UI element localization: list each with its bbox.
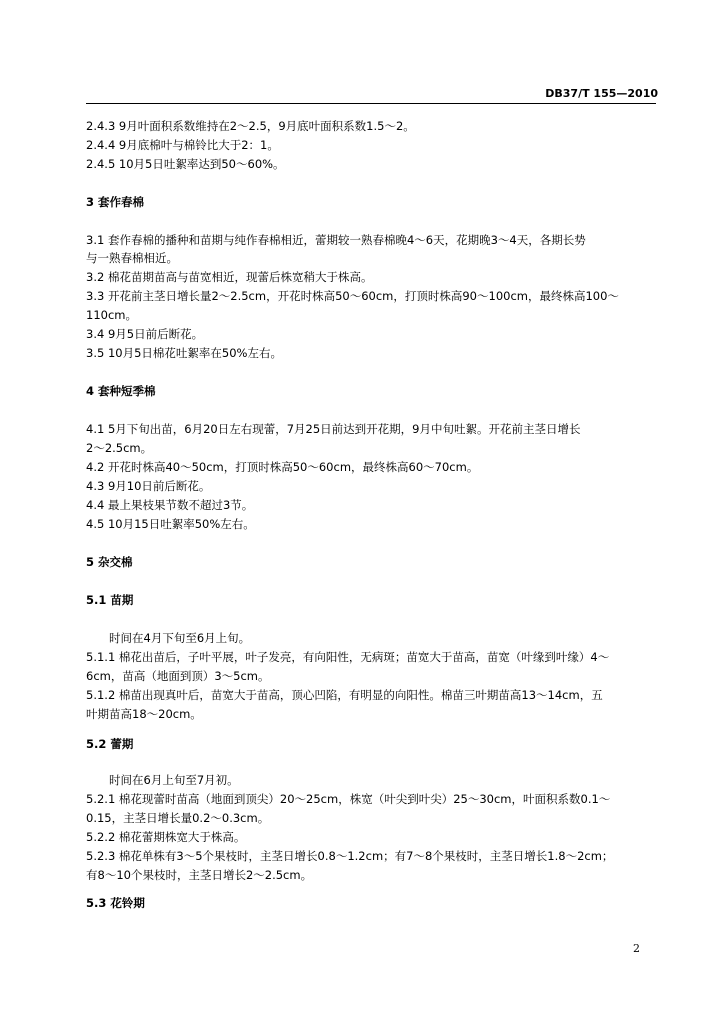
clause-3-3: 3.3 开花前主茎日增长量2～2.5cm，开花时株高50～60cm，打顶时株高90～100cm，最终株高100～ — [86, 289, 619, 303]
clause-3-3-cont: 110cm。 — [86, 308, 137, 322]
section-3-heading: 3 套作春棉 — [86, 195, 145, 209]
clause-2-4-4: 2.4.4 9月底棉叶与棉铃比大于2：1。 — [86, 138, 279, 152]
clause-5-1-2: 5.1.2 棉苗出现真叶后，苗宽大于苗高，顶心凹陷，有明显的向阳性。棉苗三叶期苗高13～14cm，五 — [86, 688, 603, 702]
clause-5-2-3-cont: 有8～10个果枝时，主茎日增长2～2.5cm。 — [86, 868, 313, 882]
section-5-2-heading: 5.2 蕾期 — [86, 737, 134, 751]
section-5-3-heading: 5.3 花铃期 — [86, 896, 145, 910]
clause-2-4-3: 2.4.3 9月叶面积系数维持在2～2.5，9月底叶面积系数1.5～2。 — [86, 119, 415, 133]
clause-4-3: 4.3 9月10日前后断花。 — [86, 479, 211, 493]
clause-4-1-cont: 2～2.5cm。 — [86, 441, 153, 455]
header-rule — [86, 103, 656, 104]
section-4-heading: 4 套种短季棉 — [86, 384, 156, 398]
document-header-id: DB37/T 155—2010 — [545, 87, 658, 100]
clause-3-2: 3.2 棉花苗期苗高与苗宽相近，现蕾后株宽稍大于株高。 — [86, 270, 373, 284]
clause-5-2-2: 5.2.2 棉花蕾期株宽大于株高。 — [86, 830, 246, 844]
clause-5-2-1: 5.2.1 棉花现蕾时苗高（地面到顶尖）20～25cm，株宽（叶尖到叶尖）25～30cm，叶面积系数0.1～ — [86, 792, 611, 806]
clause-3-1-cont: 与一熟春棉相近。 — [86, 251, 178, 265]
page-number: 2 — [633, 942, 640, 955]
clause-4-4: 4.4 最上果枝果节数不超过3节。 — [86, 498, 254, 512]
clause-4-5: 4.5 10月15日吐絮率50%左右。 — [86, 517, 255, 531]
clause-4-1: 4.1 5月下旬出苗，6月20日左右现蕾，7月25日前达到开花期，9月中旬吐絮。开花前主茎日增长 — [86, 422, 581, 436]
clause-5-1-2-cont: 叶期苗高18～20cm。 — [86, 707, 202, 721]
clause-5-1-1: 5.1.1 棉花出苗后，子叶平展，叶子发亮，有向阳性，无病斑；苗宽大于苗高，苗宽（叶缘到叶缘）4～ — [86, 650, 610, 664]
paragraph-5-2-time: 时间在6月上旬至7月初。 — [109, 773, 239, 787]
section-5-heading: 5 杂交棉 — [86, 555, 133, 569]
clause-5-2-3: 5.2.3 棉花单株有3～5个果枝时，主茎日增长0.8～1.2cm；有7～8个果枝时，主茎日增长1.8～2cm； — [86, 849, 614, 863]
clause-5-2-1-cont: 0.15，主茎日增长量0.2～0.3cm。 — [86, 811, 270, 825]
paragraph-5-1-time: 时间在4月下旬至6月上旬。 — [109, 631, 251, 645]
clause-3-5: 3.5 10月5日棉花吐絮率在50%左右。 — [86, 346, 282, 360]
clause-2-4-5: 2.4.5 10月5日吐絮率达到50～60%。 — [86, 157, 285, 171]
clause-5-1-1-cont: 6cm，苗高（地面到顶）3～5cm。 — [86, 669, 270, 683]
section-5-1-heading: 5.1 苗期 — [86, 593, 134, 607]
clause-3-1: 3.1 套作春棉的播种和苗期与纯作春棉相近，蕾期较一熟春棉晚4～6天，花期晚3～4天，各期长势 — [86, 233, 586, 247]
clause-3-4: 3.4 9月5日前后断花。 — [86, 327, 204, 341]
clause-4-2: 4.2 开花时株高40～50cm，打顶时株高50～60cm，最终株高60～70cm。 — [86, 460, 479, 474]
